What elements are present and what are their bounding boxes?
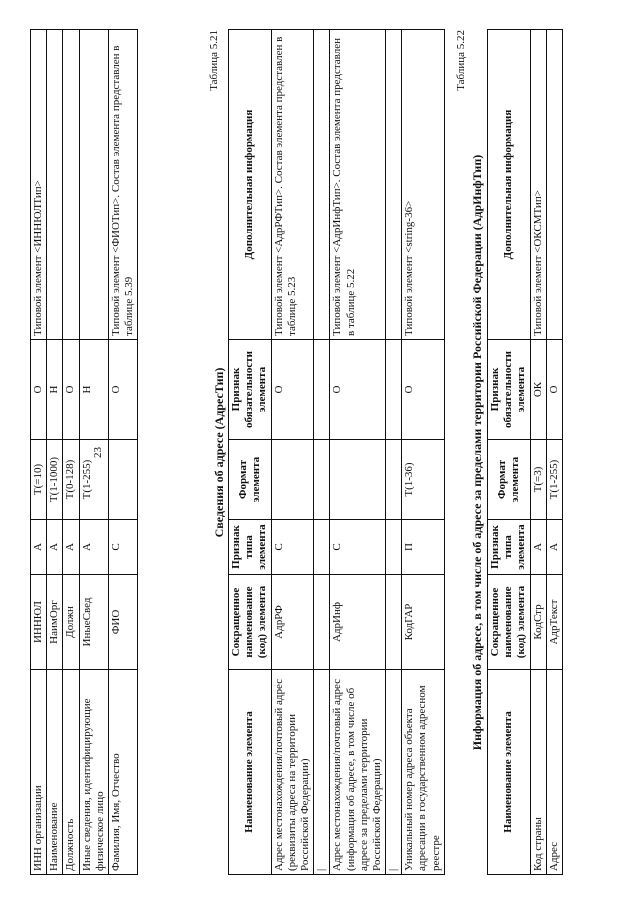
table-5-21-header-element-name: Наименование элемента [229, 670, 272, 875]
continuation-table-cell-element-name: Фамилия, Имя, Отчество [108, 670, 137, 875]
page-number: 23 [92, 447, 104, 458]
table-5-21-cell-type [314, 520, 330, 575]
continuation-table-cell-info: Типовой элемент <ИННЮЛТип> [31, 30, 47, 340]
continuation-table-cell-element-name: Наименование [47, 670, 63, 875]
continuation-table [30, 29, 138, 875]
table-5-21-cell-format [330, 440, 386, 520]
table-5-21-header-format: Формат элемента [229, 440, 272, 520]
table-5-21-header-info: Дополнительная информация [229, 30, 272, 340]
continuation-table-cell-required: Н [79, 340, 108, 440]
continuation-table-row [31, 30, 47, 875]
continuation-table-cell-code: Должн [63, 575, 79, 670]
table-5-21-row [402, 30, 445, 875]
continuation-table-cell-element-name: ИНН организации [31, 670, 47, 875]
table-5-21 [228, 29, 445, 875]
table-5-21-cell-info: Типовой элемент <string-36> [402, 30, 445, 340]
table-5-21-cell-format [386, 440, 402, 520]
table-5-22-title: Информация об адресе, в том числе об адресе за пределами территории Российской Федерации (АдрИнфТип) [470, 154, 484, 751]
continuation-table-cell-required: О [31, 340, 47, 440]
table-5-21-label: Таблица 5.21 [208, 30, 220, 91]
table-5-21-cell-required [386, 340, 402, 440]
table-5-21-cell-info: Типовой элемент <АдрИнфТип>. Состав элемента представлен в таблице 5.22 [330, 30, 386, 340]
table-5-22-cell-info: Типовой элемент <ОКСМТип> [530, 30, 546, 340]
continuation-table-cell-type: А [63, 520, 79, 575]
table-5-21-cell-code: АдрИнф [330, 575, 386, 670]
continuation-table-cell-code: НаимОрг [47, 575, 63, 670]
table-5-21-cell-format: Т(1-36) [402, 440, 445, 520]
continuation-table-cell-info [47, 30, 63, 340]
table-5-22-cell-type: А [546, 520, 562, 575]
table-5-21-cell-required: О [330, 340, 386, 440]
table-5-22-header-info: Дополнительная информация [488, 30, 531, 340]
table-5-21-cell-element-name: | [386, 670, 402, 875]
table-5-21-cell-info: Типовой элемент <АдрРФТип>. Состав элемента представлен в таблице 5.23 [271, 30, 314, 340]
continuation-table-cell-code: ИННЮЛ [31, 575, 47, 670]
table-5-22-header-code: Сокращенное наименование (код) элемента [488, 575, 531, 670]
table-5-21-cell-info [314, 30, 330, 340]
table-5-21-body [271, 30, 444, 875]
table-5-21-cell-code: АдрРФ [271, 575, 314, 670]
table-5-21-cell-code [314, 575, 330, 670]
table-5-22-header-row [488, 30, 531, 875]
table-5-21-cell-element-name: Уникальный номер адреса объекта адресации в государственном адресном реестре [402, 670, 445, 875]
table-5-22-cell-format: Т(=3) [530, 440, 546, 520]
table-5-21-cell-element-name: Адрес местонахождения/почтовый адрес (реквизиты адреса на территории Российской Федерации) [271, 670, 314, 875]
table-5-21-header-code: Сокращенное наименование (код) элемента [229, 575, 272, 670]
table-5-21-cell-type: С [330, 520, 386, 575]
table-5-21-cell-format [314, 440, 330, 520]
continuation-table-cell-type: А [47, 520, 63, 575]
continuation-table-body [31, 30, 138, 875]
continuation-table-cell-format: Т(0-128) [63, 440, 79, 520]
table-5-22-header-format: Формат элемента [488, 440, 531, 520]
continuation-table-cell-format: Т(1-1000) [47, 440, 63, 520]
table-5-21-cell-type [386, 520, 402, 575]
continuation-table-cell-element-name: Иные сведения, идентифицирующие физическое лицо [79, 670, 108, 875]
continuation-table-cell-info [63, 30, 79, 340]
table-5-22-cell-type: А [530, 520, 546, 575]
table-5-22-cell-element-name: Адрес [546, 670, 562, 875]
table-5-22-cell-required: ОК [530, 340, 546, 440]
continuation-table-row [108, 30, 137, 875]
table-5-21-cell-type: П [402, 520, 445, 575]
table-5-21-cell-type: С [271, 520, 314, 575]
continuation-table-cell-type: С [108, 520, 137, 575]
table-5-22-cell-required: О [546, 340, 562, 440]
table-5-21-cell-element-name: | [314, 670, 330, 875]
table-5-22-cell-code: АдрТекст [546, 575, 562, 670]
table-5-22-header-element-name: Наименование элемента [488, 670, 531, 875]
continuation-table-row [47, 30, 63, 875]
continuation-table-cell-type: А [31, 520, 47, 575]
table-5-22-row [530, 30, 546, 875]
table-5-21-cell-required: О [271, 340, 314, 440]
table-5-22-cell-element-name: Код страны [530, 670, 546, 875]
table-5-22-header-required: Признак обязательности элемента [488, 340, 531, 440]
continuation-table-cell-code: ИныеСвед [79, 575, 108, 670]
table-5-21-header-row [229, 30, 272, 875]
table-5-21-row [271, 30, 314, 875]
continuation-table-cell-format: Т(=10) [31, 440, 47, 520]
table-5-21-row [386, 30, 402, 875]
table-5-21-cell-code [386, 575, 402, 670]
table-5-21-row [314, 30, 330, 875]
table-5-21-cell-code: КодГАР [402, 575, 445, 670]
continuation-table-cell-info: Типовой элемент <ФИОТип>. Состав элемента представлен в таблице 5.39 [108, 30, 137, 340]
continuation-table-cell-format: Т(1-255) [79, 440, 108, 520]
table-5-22-label: Таблица 5.22 [455, 30, 467, 91]
table-5-21-cell-element-name: Адрес местонахождения/почтовый адрес (информация об адресе, в том числе об адресе за пределами территории Российской Федерации) [330, 670, 386, 875]
table-5-21-row [330, 30, 386, 875]
table-5-21-cell-format [271, 440, 314, 520]
table-5-21-cell-required [314, 340, 330, 440]
continuation-table-cell-required: Н [47, 340, 63, 440]
table-5-22 [487, 29, 563, 875]
table-5-22-row [546, 30, 562, 875]
table-5-21-header-required: Признак обязательности элемента [229, 340, 272, 440]
continuation-table-cell-required: О [108, 340, 137, 440]
continuation-table-cell-element-name: Должность [63, 670, 79, 875]
continuation-table-cell-required: О [63, 340, 79, 440]
table-5-22-cell-code: КодСтр [530, 575, 546, 670]
table-5-22-body [530, 30, 562, 875]
table-5-21-cell-required: О [402, 340, 445, 440]
table-5-22-header-type: Признак типа элемента [488, 520, 531, 575]
continuation-table-row [63, 30, 79, 875]
continuation-table-cell-code: ФИО [108, 575, 137, 670]
continuation-table-cell-type: А [79, 520, 108, 575]
table-5-21-title: Сведения об адресе (АдресТип) [212, 367, 226, 538]
table-5-22-cell-info [546, 30, 562, 340]
table-5-21-header-type: Признак типа элемента [229, 520, 272, 575]
continuation-table-cell-format [108, 440, 137, 520]
table-5-22-cell-format: Т(1-255) [546, 440, 562, 520]
table-5-21-cell-info [386, 30, 402, 340]
